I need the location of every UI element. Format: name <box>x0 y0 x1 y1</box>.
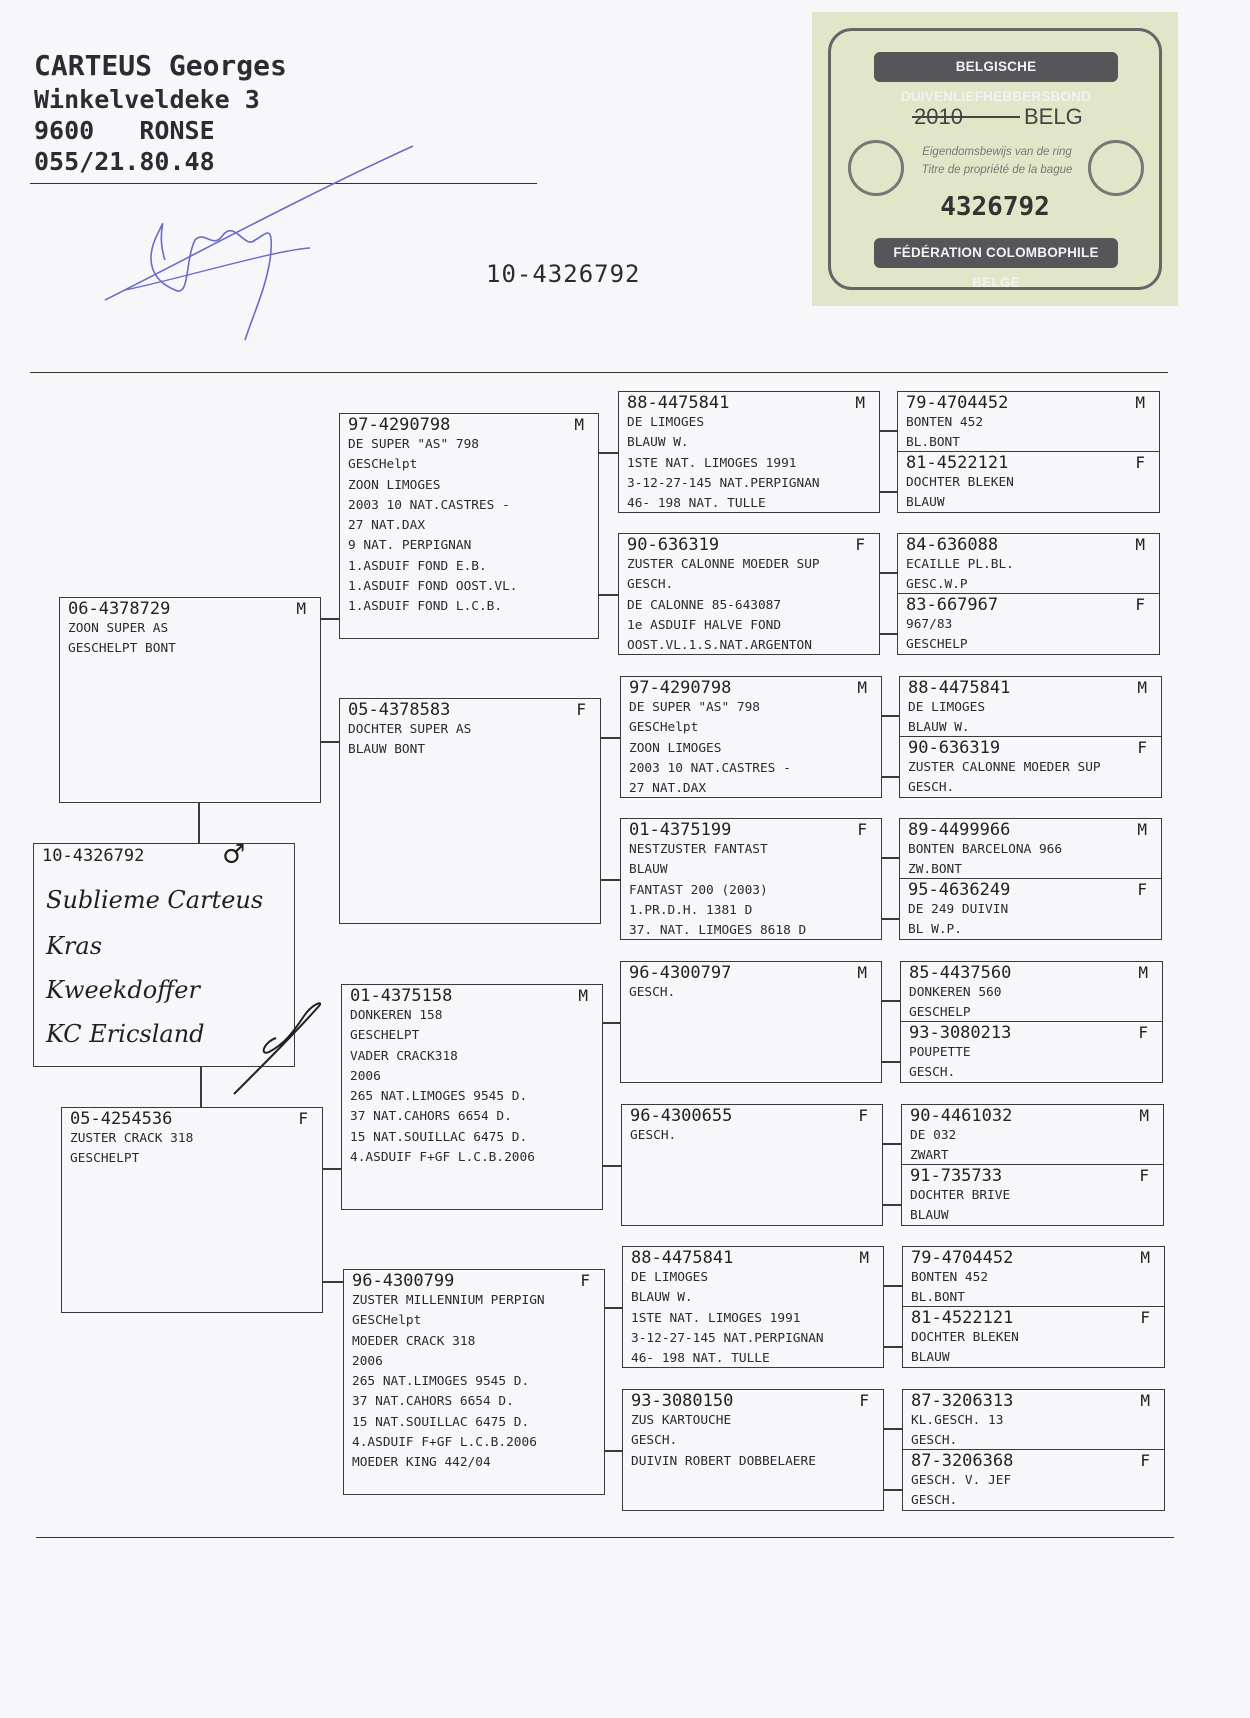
connector <box>603 1022 620 1024</box>
pigeon-note: 37 NAT.CAHORS 6654 D. <box>352 1394 514 1410</box>
gggp-dam <box>903 1450 1164 1510</box>
subject-box <box>33 840 295 1067</box>
pigeon-band: 01-4375199 <box>629 820 732 840</box>
pigeon-note: ECAILLE PL.BL. <box>906 557 1014 572</box>
gggp-pair-box <box>899 676 1162 798</box>
connector <box>603 1165 621 1167</box>
pigeon-sex: F <box>580 1271 590 1290</box>
pigeon-note: BLAUW W. <box>631 1290 693 1306</box>
pigeon-note: BLAUW BONT <box>348 742 426 758</box>
pair-divider <box>903 1306 1164 1307</box>
connector <box>882 1061 900 1063</box>
grandparent-box <box>343 1269 605 1495</box>
pigeon-note: GESCHelpt <box>348 457 418 473</box>
gggp-dam <box>902 1165 1163 1225</box>
pigeon-note: 1STE NAT. LIMOGES 1991 <box>627 455 797 471</box>
connector <box>599 452 618 454</box>
pigeon-note: BLAUW <box>911 1350 950 1366</box>
pigeon-note: GESCH. <box>627 577 674 593</box>
pigeon-note: 967/83 <box>906 617 953 632</box>
pigeon-notes <box>911 1268 1160 1309</box>
pigeon-note: 4.ASDUIF F+GF L.C.B.2006 <box>352 1435 537 1451</box>
gggp-sire <box>898 392 1159 452</box>
gggp-dam <box>898 594 1159 654</box>
pigeon-band: 90-4461032 <box>910 1106 1013 1126</box>
great-grandparent-box <box>622 1246 884 1368</box>
connector <box>599 594 618 596</box>
pigeon-note: GESCH. <box>630 1128 677 1143</box>
pigeon-sex: F <box>1135 453 1145 472</box>
pigeon-note: BLAUW W. <box>627 435 689 451</box>
pigeon-band: 89-4499966 <box>908 820 1011 840</box>
pigeon-note: GESCH. <box>631 1433 678 1449</box>
pair-divider <box>901 1021 1162 1022</box>
gggp-dam <box>903 1307 1164 1367</box>
pigeon-notes <box>908 698 1157 739</box>
pigeon-note: 3-12-27-145 NAT.PERPIGNAN <box>631 1330 824 1346</box>
pair-divider <box>902 1164 1163 1165</box>
pigeon-sex: F <box>1140 1308 1150 1327</box>
pigeon-note: DE CALONNE 85-643087 <box>627 597 782 613</box>
pigeon-notes <box>906 473 1155 514</box>
pigeon-note: GESCH. V. JEF <box>911 1473 1012 1488</box>
pigeon-notes <box>906 555 1155 596</box>
bottom-divider <box>36 1537 1174 1538</box>
pigeon-note: 37 NAT.CAHORS 6654 D. <box>350 1109 512 1125</box>
breeder-name: CARTEUS Georges <box>34 49 287 82</box>
pigeon-sex: F <box>1138 1023 1148 1042</box>
pigeon-note: 1.PR.D.H. 1381 D <box>629 902 753 918</box>
pigeon-note: 1.ASDUIF FOND L.C.B. <box>348 599 503 615</box>
pigeon-sex: F <box>1139 1166 1149 1185</box>
pigeon-note: GESCHELPT BONT <box>68 641 176 657</box>
pigeon-note: 1STE NAT. LIMOGES 1991 <box>631 1310 801 1326</box>
pigeon-note: 27 NAT.DAX <box>348 518 426 534</box>
great-grandparent-box <box>620 961 882 1083</box>
pair-divider <box>900 878 1161 879</box>
grandparent-box <box>339 698 601 924</box>
pigeon-note: 265 NAT.LIMOGES 9545 D. <box>352 1374 530 1390</box>
pigeon-note: ZOON LIMOGES <box>348 477 441 493</box>
pair-divider <box>903 1449 1164 1450</box>
great-grandparent-box <box>622 1389 884 1511</box>
pigeon-note: BLAUW W. <box>908 720 970 736</box>
pigeon-sex: M <box>296 599 306 618</box>
connector <box>884 1428 902 1430</box>
pigeon-note: 265 NAT.LIMOGES 9545 D. <box>350 1089 528 1105</box>
connector <box>880 633 897 635</box>
pigeon-note: ZUSTER CALONNE MOEDER SUP <box>627 557 820 572</box>
pigeon-notes <box>68 619 316 660</box>
pigeon-band: 85-4437560 <box>909 963 1012 983</box>
pigeon-band: 01-4375158 <box>350 986 453 1006</box>
pigeon-note: 2003 10 NAT.CASTRES - <box>629 760 791 776</box>
pigeon-notes <box>909 983 1158 1024</box>
gggp-sire <box>898 534 1159 594</box>
connector <box>882 857 899 859</box>
pigeon-note: GESCHELPT <box>350 1028 420 1044</box>
pigeon-sex: F <box>855 535 865 554</box>
pigeon-note: 1e ASDUIF HALVE FOND <box>627 617 782 633</box>
subject-band: 10-4326792 <box>42 846 145 866</box>
subject-note-1: Sublieme Carteus <box>46 886 264 914</box>
pigeon-note: 15 NAT.SOUILLAC 6475 D. <box>352 1414 530 1430</box>
pigeon-note: 2006 <box>352 1353 383 1369</box>
pair-divider <box>898 451 1159 452</box>
gggp-pair-box <box>900 961 1163 1083</box>
pigeon-band: 84-636088 <box>906 535 999 555</box>
pigeon-notes <box>352 1291 600 1474</box>
pigeon-note: DE 032 <box>910 1128 957 1143</box>
pigeon-band: 81-4522121 <box>911 1308 1014 1328</box>
pigeon-note: ZUSTER CRACK 318 <box>70 1131 194 1146</box>
pigeon-note: DE SUPER "AS" 798 <box>348 437 479 452</box>
pigeon-note: DE SUPER "AS" 798 <box>629 700 760 715</box>
pigeon-sex: F <box>1137 738 1147 757</box>
pigeon-note: BL.BONT <box>911 1290 965 1306</box>
pigeon-notes <box>908 758 1157 799</box>
gggp-sire <box>900 819 1161 879</box>
pigeon-notes <box>630 1126 878 1146</box>
pigeon-note: DE LIMOGES <box>908 700 986 715</box>
pigeon-band: 05-4254536 <box>70 1109 173 1129</box>
connector <box>884 1285 902 1287</box>
pigeon-note: VADER CRACK318 <box>350 1048 458 1064</box>
connector <box>605 1450 622 1452</box>
pigeon-note: GESCHelpt <box>352 1313 422 1329</box>
pigeon-note: BLAUW <box>906 495 945 511</box>
connector <box>884 1346 902 1348</box>
great-grandparent-box <box>618 533 880 655</box>
connector <box>883 1204 901 1206</box>
pigeon-sex: M <box>1140 1391 1150 1410</box>
pigeon-note: GESCH. <box>911 1493 958 1509</box>
connector <box>321 618 339 620</box>
pigeon-note: BL W.P. <box>908 922 962 938</box>
stamp-line-2: Titre de propriété de la bague <box>921 164 1073 176</box>
pigeon-sex: F <box>859 1391 869 1410</box>
pigeon-note: BL.BONT <box>906 435 960 451</box>
pigeon-sex: M <box>1138 963 1148 982</box>
connector <box>601 737 620 739</box>
pigeon-note: DE LIMOGES <box>631 1270 709 1285</box>
pigeon-note: DOCHTER BLEKEN <box>911 1330 1019 1345</box>
stamp-bottom-band: FÉDÉRATION COLOMBOPHILE BELGE <box>874 238 1118 268</box>
pigeon-notes <box>629 840 877 941</box>
gggp-dam <box>901 1022 1162 1082</box>
pigeon-sex: M <box>857 678 867 697</box>
pigeon-band: 90-636319 <box>908 738 1001 758</box>
gggp-dam <box>900 737 1161 797</box>
pigeon-note: DOCHTER BRIVE <box>910 1188 1011 1203</box>
pigeon-note: ZOON LIMOGES <box>629 740 722 756</box>
pigeon-note: GESCHELP <box>906 637 968 653</box>
pigeon-note: BONTEN 452 <box>906 415 984 430</box>
signature <box>95 140 425 350</box>
pigeon-note: FANTAST 200 (2003) <box>629 882 768 898</box>
pigeon-sex: F <box>857 820 867 839</box>
male-symbol: ♂ <box>222 840 246 870</box>
pigeon-notes <box>350 1006 598 1168</box>
stamp-line-1: Eigendomsbewijs van de ring <box>922 146 1072 158</box>
pigeon-notes <box>906 615 1155 656</box>
pigeon-notes <box>910 1186 1159 1227</box>
pigeon-sex: F <box>1140 1451 1150 1470</box>
pigeon-note: POUPETTE <box>909 1045 971 1060</box>
connector <box>323 1281 343 1283</box>
pigeon-note: GESCH. <box>909 1065 956 1081</box>
gggp-sire <box>903 1247 1164 1307</box>
connector <box>601 879 620 881</box>
pigeon-notes <box>631 1411 879 1472</box>
connector <box>198 803 200 843</box>
pigeon-note: MOEDER CRACK 318 <box>352 1333 476 1349</box>
pigeon-sex: M <box>1135 393 1145 412</box>
gggp-sire <box>902 1105 1163 1165</box>
top-divider <box>30 372 1168 373</box>
pigeon-notes <box>70 1129 318 1170</box>
pigeon-band: 96-4300797 <box>629 963 732 983</box>
pigeon-band: 97-4290798 <box>348 415 451 435</box>
pigeon-band: 91-735733 <box>910 1166 1003 1186</box>
pigeon-notes <box>631 1268 879 1369</box>
pigeon-band: 90-636319 <box>627 535 720 555</box>
pigeon-note: 4.ASDUIF F+GF L.C.B.2006 <box>350 1150 535 1166</box>
connector <box>882 715 899 717</box>
subject-note-2: Kras <box>46 932 103 960</box>
pigeon-notes <box>906 413 1155 454</box>
great-grandparent-box <box>620 676 882 798</box>
stamp-divider <box>912 116 1020 118</box>
pigeon-band: 83-667967 <box>906 595 999 615</box>
connector <box>883 1143 901 1145</box>
pigeon-sex: M <box>857 963 867 982</box>
pigeon-notes <box>627 413 875 514</box>
pigeon-band: 96-4300655 <box>630 1106 733 1126</box>
stamp-country: BELG <box>1024 104 1083 129</box>
pigeon-sex: M <box>1139 1106 1149 1125</box>
connector <box>880 430 897 432</box>
pigeon-sex: M <box>1135 535 1145 554</box>
gggp-pair-box <box>902 1389 1165 1511</box>
great-grandparent-box <box>618 391 880 513</box>
pigeon-note: 46- 198 NAT. TULLE <box>627 496 766 512</box>
great-grandparent-box <box>621 1104 883 1226</box>
pigeon-note: DE 249 DUIVIN <box>908 902 1009 917</box>
pigeon-note: GESCH. <box>629 985 676 1000</box>
breeder-city: 9600 RONSE <box>34 116 215 145</box>
pigeon-band: 88-4475841 <box>627 393 730 413</box>
pigeon-sex: F <box>576 700 586 719</box>
stamp-year: 2010 <box>914 104 963 129</box>
grandparent-box <box>341 984 603 1210</box>
pigeon-sex: F <box>298 1109 308 1128</box>
great-grandparent-box <box>620 818 882 940</box>
stamp-number: 4326792 <box>940 192 1050 222</box>
pigeon-note: 9 NAT. PERPIGNAN <box>348 538 472 554</box>
ring-number-title: 10-4326792 <box>486 260 641 288</box>
pigeon-note: GESC.W.P <box>906 577 968 593</box>
connector <box>605 1307 622 1309</box>
connector <box>321 741 339 743</box>
connector <box>880 491 897 493</box>
breeder-street: Winkelveldeke 3 <box>34 85 260 114</box>
pigeon-note: OOST.VL.1.S.NAT.ARGENTON <box>627 638 812 654</box>
connector <box>882 1000 900 1002</box>
pigeon-sex: M <box>1137 678 1147 697</box>
gggp-sire <box>903 1390 1164 1450</box>
pigeon-sex: F <box>1135 595 1145 614</box>
connector <box>323 1168 341 1170</box>
pigeon-band: 93-3080150 <box>631 1391 734 1411</box>
pigeon-note: ZWART <box>910 1148 949 1164</box>
pigeon-note: 27 NAT.DAX <box>629 781 707 797</box>
pigeon-note: GESCHelpt <box>629 720 699 736</box>
pigeon-note: 46- 198 NAT. TULLE <box>631 1351 770 1367</box>
pigeon-note: 2003 10 NAT.CASTRES - <box>348 497 510 513</box>
pigeon-note: DUIVIN ROBERT DOBBELAERE <box>631 1453 816 1469</box>
pigeon-note: 3-12-27-145 NAT.PERPIGNAN <box>627 475 820 491</box>
gggp-pair-box <box>897 391 1160 513</box>
pigeon-note: DONKEREN 158 <box>350 1008 443 1023</box>
pigeon-note: BLAUW <box>629 862 668 878</box>
pigeon-band: 88-4475841 <box>631 1248 734 1268</box>
stamp-rosette-right <box>1088 140 1144 196</box>
pair-divider <box>898 593 1159 594</box>
subject-note-3: Kweekdoffer <box>46 976 200 1004</box>
pigeon-notes <box>911 1471 1160 1512</box>
pigeon-note: BONTEN BARCELONA 966 <box>908 842 1063 857</box>
pigeon-sex: F <box>1137 880 1147 899</box>
pigeon-band: 79-4704452 <box>906 393 1009 413</box>
pigeon-notes <box>911 1328 1160 1369</box>
connector <box>882 776 899 778</box>
pigeon-note: 1.ASDUIF FOND E.B. <box>348 558 487 574</box>
pigeon-note: NESTZUSTER FANTAST <box>629 842 768 857</box>
pigeon-note: BONTEN 452 <box>911 1270 989 1285</box>
pigeon-note: GESCHELPT <box>70 1151 140 1167</box>
subject-note-4: KC Ericsland <box>46 1020 205 1048</box>
breeder-phone: 055/21.80.48 <box>34 147 215 176</box>
pigeon-note: ZW.BONT <box>908 862 962 878</box>
pigeon-band: 87-3206313 <box>911 1391 1014 1411</box>
pigeon-notes <box>910 1126 1159 1167</box>
pigeon-note: DOCHTER BLEKEN <box>906 475 1014 490</box>
connector <box>200 1067 202 1107</box>
pigeon-note: DONKEREN 560 <box>909 985 1002 1000</box>
gggp-pair-box <box>899 818 1162 940</box>
gggp-sire <box>900 677 1161 737</box>
pigeon-note: ZUSTER MILLENNIUM PERPIGN <box>352 1293 545 1308</box>
pigeon-notes <box>348 720 596 761</box>
pigeon-sex: M <box>855 393 865 412</box>
pigeon-note: DOCHTER SUPER AS <box>348 722 472 737</box>
pigeon-sex: M <box>574 415 584 434</box>
pigeon-sex: M <box>1137 820 1147 839</box>
pigeon-note: 1.ASDUIF FOND OOST.VL. <box>348 579 518 595</box>
gggp-sire <box>901 962 1162 1022</box>
stamp-top-band: BELGISCHE DUIVENLIEFHEBBERSBOND <box>874 52 1118 82</box>
pigeon-band: 95-4636249 <box>908 880 1011 900</box>
pigeon-note: GESCH. <box>908 780 955 796</box>
pigeon-notes <box>908 900 1157 941</box>
pigeon-note: BLAUW <box>910 1208 949 1224</box>
gggp-pair-box <box>901 1104 1164 1226</box>
pigeon-notes <box>348 435 594 618</box>
pigeon-band: 05-4378583 <box>348 700 451 720</box>
pigeon-notes <box>908 840 1157 881</box>
pigeon-notes <box>909 1043 1158 1084</box>
dam-box <box>61 1107 323 1313</box>
pigeon-notes <box>627 555 875 656</box>
initials-scribble <box>224 994 334 1104</box>
pigeon-sex: F <box>858 1106 868 1125</box>
stamp-rosette-left <box>848 140 904 196</box>
grandparent-box <box>339 413 599 639</box>
gggp-pair-box <box>897 533 1160 655</box>
gggp-pair-box <box>902 1246 1165 1368</box>
pigeon-note: MOEDER KING 442/04 <box>352 1455 491 1471</box>
pigeon-note: 15 NAT.SOUILLAC 6475 D. <box>350 1129 528 1145</box>
pair-divider <box>900 736 1161 737</box>
pigeon-band: 06-4378729 <box>68 599 171 619</box>
pigeon-note: ZUS KARTOUCHE <box>631 1413 732 1428</box>
pigeon-note: KL.GESCH. 13 <box>911 1413 1004 1428</box>
pigeon-note: GESCH. <box>911 1433 958 1449</box>
gggp-dam <box>900 879 1161 939</box>
pigeon-sex: M <box>578 986 588 1005</box>
pigeon-band: 96-4300799 <box>352 1271 455 1291</box>
pigeon-note: 2006 <box>350 1068 381 1084</box>
gggp-dam <box>898 452 1159 512</box>
pigeon-band: 93-3080213 <box>909 1023 1012 1043</box>
pigeon-band: 97-4290798 <box>629 678 732 698</box>
pigeon-note: ZOON SUPER AS <box>68 621 169 636</box>
connector <box>880 572 897 574</box>
pigeon-note: GESCHELP <box>909 1005 971 1021</box>
pigeon-note: 37. NAT. LIMOGES 8618 D <box>629 923 807 939</box>
sire-box <box>59 597 321 803</box>
pigeon-sex: M <box>859 1248 869 1267</box>
pigeon-notes <box>629 983 877 1003</box>
connector <box>882 918 899 920</box>
pigeon-notes <box>911 1411 1160 1452</box>
pigeon-band: 79-4704452 <box>911 1248 1014 1268</box>
pigeon-notes <box>629 698 877 799</box>
pigeon-band: 88-4475841 <box>908 678 1011 698</box>
pigeon-band: 81-4522121 <box>906 453 1009 473</box>
pigeon-band: 87-3206368 <box>911 1451 1014 1471</box>
pigeon-note: ZUSTER CALONNE MOEDER SUP <box>908 760 1101 775</box>
ring-ownership-stamp <box>812 12 1178 306</box>
connector <box>884 1489 902 1491</box>
pigeon-sex: M <box>1140 1248 1150 1267</box>
pigeon-note: DE LIMOGES <box>627 415 705 430</box>
